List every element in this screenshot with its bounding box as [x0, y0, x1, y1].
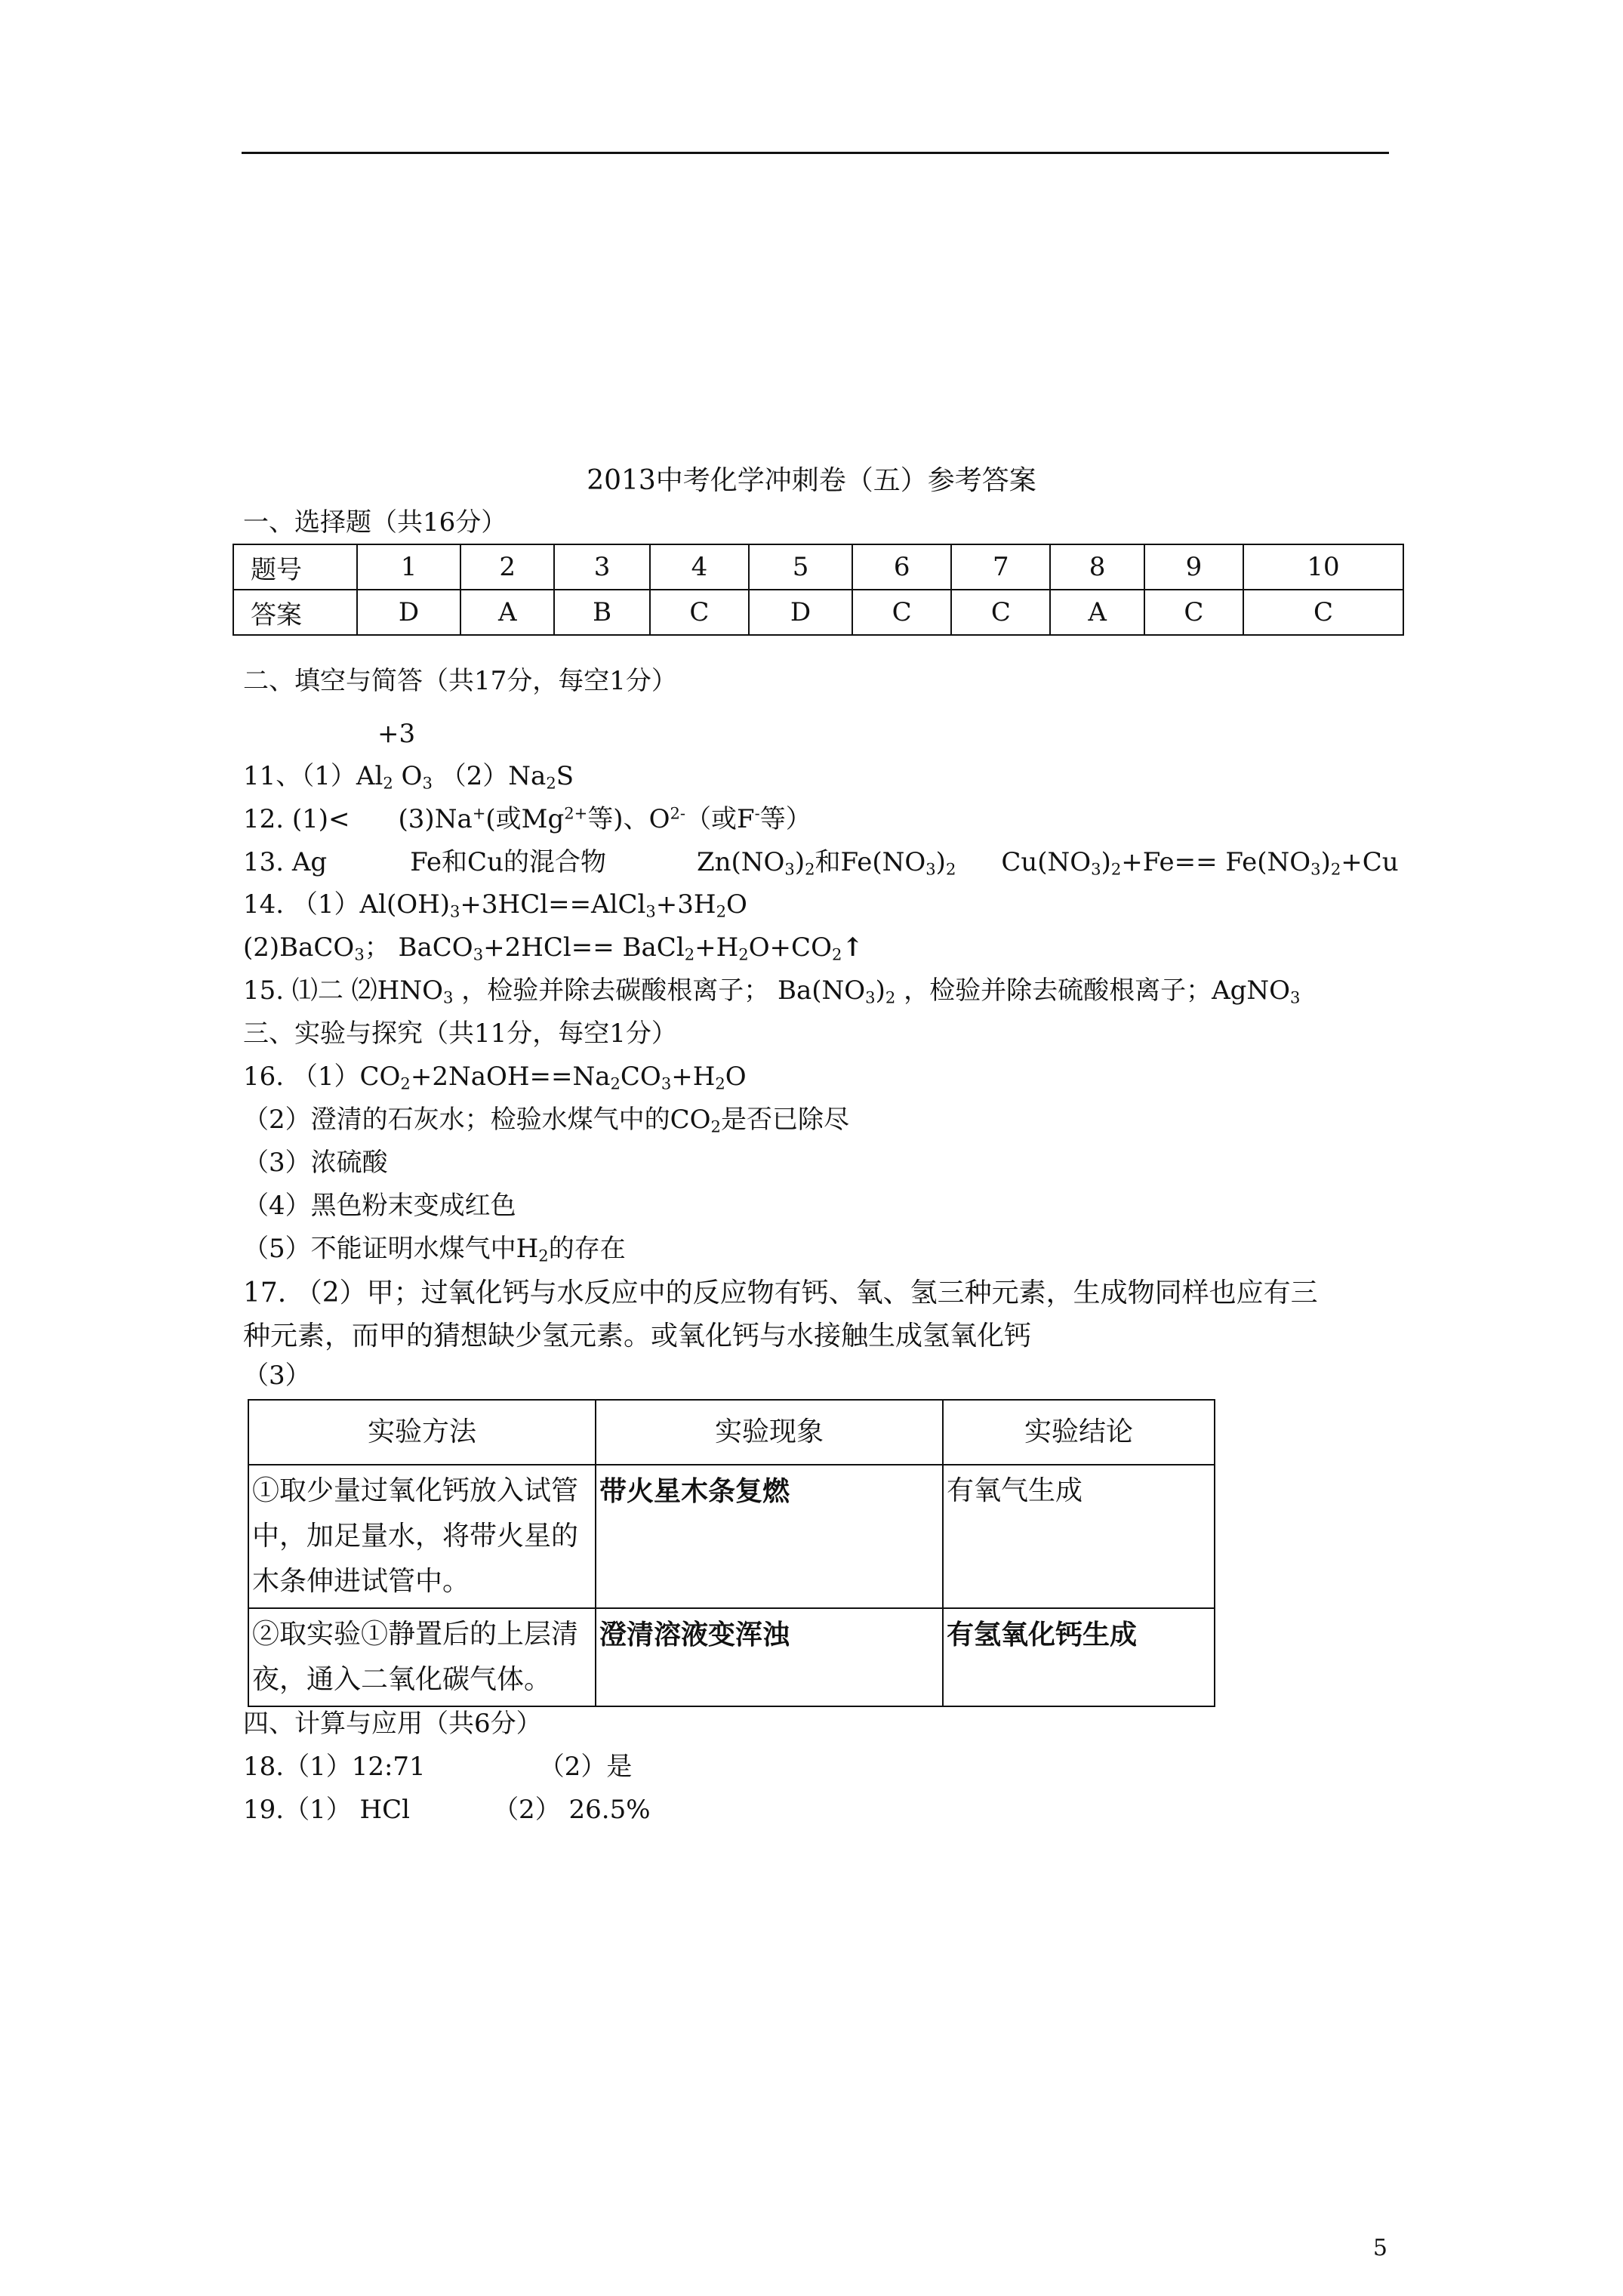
method-cell: ②取实验①静置后的上层清夜，通入二氧化碳气体。: [248, 1608, 596, 1706]
question-number: 7: [951, 544, 1050, 590]
answer-12: 12. (1)< (3)Na+(或$Mg^{2+}$等)、$O^{2-}$（或F-等）: [243, 803, 812, 834]
document-title: 2013中考化学冲刺卷（五）参考答案: [587, 465, 1036, 496]
answer-cell: D: [357, 590, 460, 635]
answer-row: [233, 590, 1403, 635]
valence-label: +3: [377, 719, 416, 749]
section-3-heading: 三、实验与探究（共11分，每空1分）: [243, 1019, 677, 1049]
answer-13: 13. Ag Fe和Cu的混合物 $Zn(NO_3)_2$和$Fe(NO_3)_2$ $Cu(NO_3)_2+Fe== Fe(NO_3)_2+Cu$: [243, 847, 1399, 879]
answer-11: 11、$(1)Al_2$ $O_3$ $(2)Na_2S$: [243, 761, 574, 793]
question-number: 9: [1144, 544, 1243, 590]
question-number: 8: [1050, 544, 1144, 590]
question-number: 3: [554, 544, 649, 590]
answer-14-part-1: 14. $(1)Al(OH)_3+3HCl==AlCl_3+3H_2O$: [243, 889, 747, 921]
method-cell: ①取少量过氧化钙放入试管中，加足量水，将带火星的木条伸进试管中。: [248, 1465, 596, 1608]
header-conclusion: 实验结论: [943, 1400, 1215, 1465]
answer-16-part-3: （3）浓硫酸: [243, 1148, 388, 1178]
section-4-heading: 四、计算与应用（共6分）: [243, 1709, 542, 1739]
answer-18: 18.（1）12:71 （2）是: [243, 1752, 633, 1782]
answer-16-part-5: （5）不能证明水煤气中$H_2$的存在: [243, 1234, 626, 1265]
answer-cell: C: [1243, 590, 1403, 635]
header-phenomenon: 实验现象: [596, 1400, 943, 1465]
answer-17-part-3-label: （3）: [243, 1361, 311, 1391]
answer-cell: A: [1050, 590, 1144, 635]
answer-16-part-4: （4）黑色粉末变成红色: [243, 1191, 516, 1221]
header-rule: [242, 152, 1389, 154]
answer-16-part-2: （2）澄清的石灰水；检验水煤气中的$CO_2$是否已除尽: [243, 1105, 849, 1136]
answer-table: [233, 544, 1404, 636]
header-method: 实验方法: [248, 1400, 596, 1465]
answer-16-part-1: 16. $(1)CO_2+2NaOH==Na_2CO_3+H_2O$: [243, 1062, 747, 1093]
answer-15: 15. ⑴二 $⑵HNO_3$ ，检验并除去碳酸根离子； $Ba(NO_3)_2$ ，检验并除去硫酸根离子；AgNO$_3$: [243, 975, 1301, 1007]
page-number: 5: [1372, 2235, 1387, 2261]
question-number: 5: [749, 544, 852, 590]
answer-17-line-1: 17. （2）甲；过氧化钙与水反应中的反应物有钙、氧、氢三种元素，生成物同样也应有三: [243, 1277, 1318, 1308]
question-number-row: [233, 544, 1403, 590]
phenomenon-cell: 澄清溶液变浑浊: [596, 1608, 943, 1706]
answer-cell: D: [749, 590, 852, 635]
answer-17-line-2: 种元素，而甲的猜想缺少氢元素。或氧化钙与水接触生成氢氧化钙: [243, 1321, 1032, 1351]
question-number: 4: [650, 544, 749, 590]
question-number: 6: [852, 544, 951, 590]
conclusion-cell: 有氧气生成: [943, 1465, 1215, 1608]
experiment-row: [248, 1465, 1215, 1608]
row-label: 题号: [233, 544, 357, 590]
section-2-heading: 二、填空与简答（共17分，每空1分）: [243, 666, 677, 696]
answer-14-part-2: (2)BaCO$_3$； BaCO$_3$+2HCl== $BaCl_2+H_2O+CO_2↑$: [243, 932, 864, 964]
answer-19: 19.（1） HCl （2） 26.5%: [243, 1795, 651, 1825]
question-number: 10: [1243, 544, 1403, 590]
phenomenon-cell: 带火星木条复燃: [596, 1465, 943, 1608]
answer-cell: B: [554, 590, 649, 635]
experiment-row: [248, 1608, 1215, 1706]
answer-cell: C: [852, 590, 951, 635]
experiment-table-header: [248, 1400, 1215, 1465]
answer-cell: C: [951, 590, 1050, 635]
experiment-table: [248, 1399, 1215, 1707]
row-label: 答案: [233, 590, 357, 635]
section-1-heading: 一、选择题（共16分）: [243, 507, 507, 538]
question-number: 2: [460, 544, 554, 590]
answer-cell: C: [1144, 590, 1243, 635]
conclusion-cell: 有氢氧化钙生成: [943, 1608, 1215, 1706]
answer-cell: C: [650, 590, 749, 635]
question-number: 1: [357, 544, 460, 590]
answer-cell: A: [460, 590, 554, 635]
